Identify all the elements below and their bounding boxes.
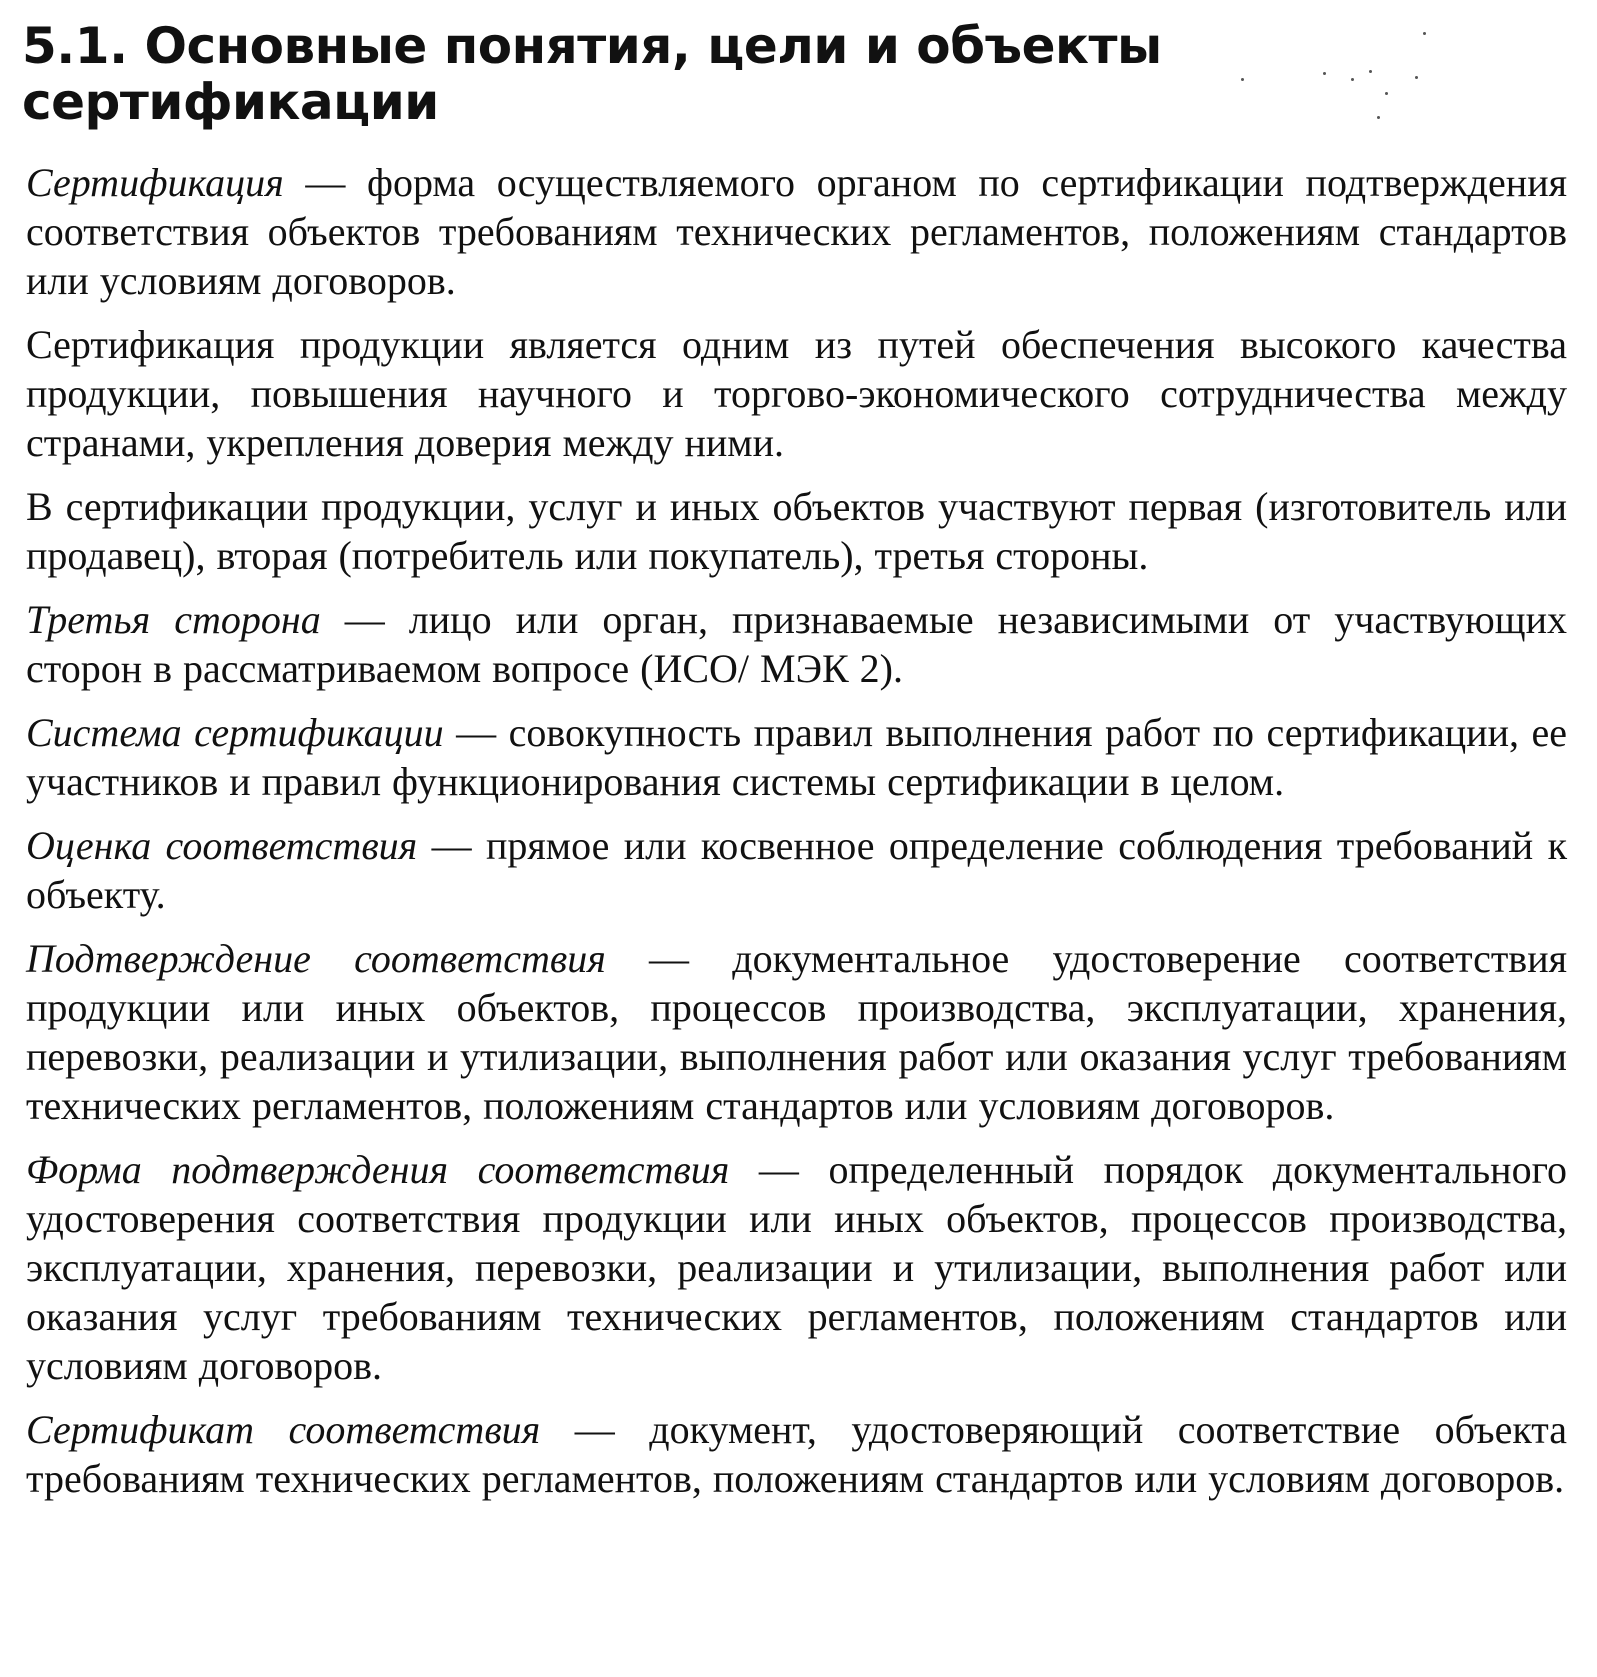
- paragraph-confirmation-form: [22, 1145, 1567, 1390]
- paragraph-conformity-certificate: [22, 1405, 1567, 1503]
- body-text: В сертификации продукции, услуг и иных объектов участвуют первая (изготовитель или продавец), вторая (потребитель или покупатель), третья стороны.: [26, 484, 1567, 578]
- term: Оценка соответствия: [26, 823, 418, 868]
- term: Сертификация: [26, 160, 284, 205]
- term: Сертификат соответствия: [26, 1407, 541, 1452]
- term: Подтверждение соответствия: [26, 936, 606, 981]
- body-text: Сертификация продукции является одним из путей обеспечения высокого качества продукции, повышения научного и торгово-экономического сотрудничества между странами, укрепления доверия между ними.: [26, 322, 1567, 465]
- paragraph-conformity-assessment: [22, 821, 1567, 919]
- definition-text: — форма осуществляемого органом по сертификации подтверждения соответствия объектов требованиям технических регламентов, положениям стандартов или условиям договоров.: [26, 160, 1567, 303]
- term: Форма подтверждения соответствия: [26, 1147, 730, 1192]
- definition-text: — документ, удостоверяющий соответствие объекта требованиям технических регламентов, положениям стандартов или условиям договоров.: [26, 1407, 1567, 1501]
- term: Третья сторона: [26, 597, 321, 642]
- paragraph-third-party: [22, 595, 1567, 693]
- definition-text: — документальное удостоверение соответствия продукции или иных объектов, процессов производства, эксплуатации, хранения, перевозки, реализации и утилизации, выполнения работ или оказания услуг требованиям технических регламентов, положениям стандартов или условиям договоров.: [26, 936, 1567, 1128]
- term: Система сертификации: [26, 710, 444, 755]
- scan-specks: [1227, 20, 1447, 140]
- paragraph-certification-definition: [22, 158, 1567, 305]
- paragraph-certification-purpose: [22, 320, 1567, 467]
- paragraph-conformity-confirmation: [22, 934, 1567, 1130]
- paragraph-certification-system: [22, 708, 1567, 806]
- section-heading: 5.1. Основные понятия, цели и объекты сертификации: [22, 17, 1162, 131]
- definition-text: — лицо или орган, признаваемые независимыми от участвующих сторон в рассматриваемом вопросе (ИСО/ МЭК 2).: [26, 597, 1567, 691]
- definition-text: — совокупность правил выполнения работ по сертификации, ее участников и правил функционирования системы сертификации в целом.: [26, 710, 1568, 804]
- definition-text: — определенный порядок документального удостоверения соответствия продукции или иных объектов, процессов производства, эксплуатации, хранения, перевозки, реализации и утилизации, выполнения работ или оказания услуг требованиям технических регламентов, положениям стандартов или условиям договоров.: [26, 1147, 1567, 1388]
- definition-text: — прямое или косвенное определение соблюдения требований к объекту.: [26, 823, 1567, 917]
- paragraph-parties: [22, 482, 1567, 580]
